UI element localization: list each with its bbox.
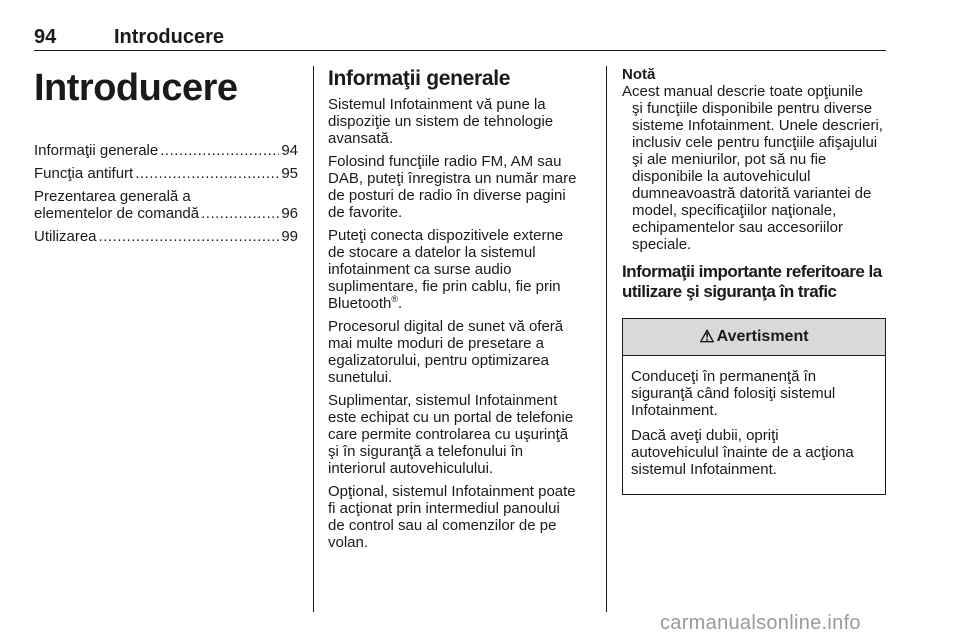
safety-subheading: Informaţii importante referitoare la utilizare şi siguranţa în trafic bbox=[622, 262, 882, 301]
toc-leader-dots bbox=[99, 228, 280, 245]
toc-item-page: 95 bbox=[281, 165, 298, 182]
toc-leader-dots bbox=[135, 165, 279, 182]
bluetooth-word: Bluetooth bbox=[328, 295, 392, 312]
body-paragraph: Opţional, sistemul Infotainment poate fi acţionat prin intermediul panoului de control sau al comenzilor de pe volan. bbox=[328, 483, 576, 551]
toc-item-label: Funcţia antifurt bbox=[34, 165, 134, 182]
section-heading: Informaţii generale bbox=[328, 67, 511, 90]
running-title: Introducere bbox=[114, 26, 225, 48]
warning-box bbox=[622, 318, 886, 495]
warning-triangle-icon: ⚠ bbox=[699, 327, 715, 346]
note-text bbox=[622, 83, 886, 253]
body-paragraph bbox=[328, 227, 592, 312]
page-header bbox=[34, 24, 886, 51]
toc-column bbox=[34, 66, 298, 251]
toc-item-label: Prezentarea generală a elementelor de comandă bbox=[34, 188, 200, 222]
toc-item-page: 99 bbox=[281, 228, 298, 245]
warning-body bbox=[623, 356, 885, 494]
warning-paragraph: Dacă aveţi dubii, opriţi autovehiculul înainte de a acţiona sistemul Infotainment. bbox=[631, 427, 854, 478]
note-column bbox=[622, 66, 886, 495]
column-divider bbox=[313, 66, 314, 612]
page-number: 94 bbox=[34, 26, 57, 48]
chapter-title: Introducere bbox=[34, 67, 238, 109]
column-divider bbox=[606, 66, 607, 612]
toc-item-label: Utilizarea bbox=[34, 228, 97, 245]
toc-item-page: 96 bbox=[281, 205, 298, 222]
note-body: şi funcţiile disponibile pentru diverse sisteme Infotainment. Unele descrieri, inclusiv cele pentru funcţiile afişajului şi ale meniurilor, pot să nu fie disponibile la autovehiculul dumneavoastră datorită variantei de model, specificaţiilor naţionale, echipamentelor sau accesoriilor speciale. bbox=[632, 100, 883, 253]
paragraph-period: . bbox=[398, 295, 403, 312]
toc-leader-dots bbox=[160, 142, 279, 159]
toc-leader-dots bbox=[201, 205, 279, 222]
toc-item[interactable] bbox=[34, 228, 298, 245]
registered-mark: ® bbox=[391, 294, 399, 304]
body-paragraph: Sistemul Infotainment vă pune la dispoziţie un sistem de tehnologie avansată. bbox=[328, 96, 554, 147]
body-paragraph: Folosind funcţiile radio FM, AM sau DAB, puteţi înregistra un număr mare de posturi de radio în diverse pagini de favorite. bbox=[328, 153, 577, 221]
warning-paragraph: Conduceţi în permanenţă în siguranţă când folosiţi sistemul Infotainment. bbox=[631, 368, 836, 419]
paragraph-text: Puteţi conecta dispozitivele externe de stocare a datelor la sistemul infotainment ca surse audio suplimentare, fie prin cablu, fie prin bbox=[328, 227, 564, 295]
general-info-column bbox=[328, 66, 592, 557]
note-first-line: Acest manual descrie toate opţiunile bbox=[622, 83, 863, 100]
note-label: Notă bbox=[622, 66, 656, 83]
toc-item[interactable] bbox=[34, 165, 298, 182]
toc-item[interactable] bbox=[34, 188, 298, 222]
toc-item-page: 94 bbox=[281, 142, 298, 159]
table-of-contents bbox=[34, 142, 298, 245]
body-paragraph: Suplimentar, sistemul Infotainment este echipat cu un portal de telefonie care permite controlarea cu uşurinţă şi în siguranţă a telefonului în interiorul autovehiculului. bbox=[328, 392, 574, 477]
warning-header bbox=[623, 319, 885, 356]
toc-item[interactable] bbox=[34, 142, 298, 159]
toc-item-label: Informaţii generale bbox=[34, 142, 159, 159]
body-paragraph: Procesorul digital de sunet vă oferă mai multe moduri de presetare a egalizatorului, pentru optimizarea sunetului. bbox=[328, 318, 564, 386]
warning-title: Avertisment bbox=[716, 328, 809, 345]
watermark: carmanualsonline.info bbox=[660, 612, 861, 634]
